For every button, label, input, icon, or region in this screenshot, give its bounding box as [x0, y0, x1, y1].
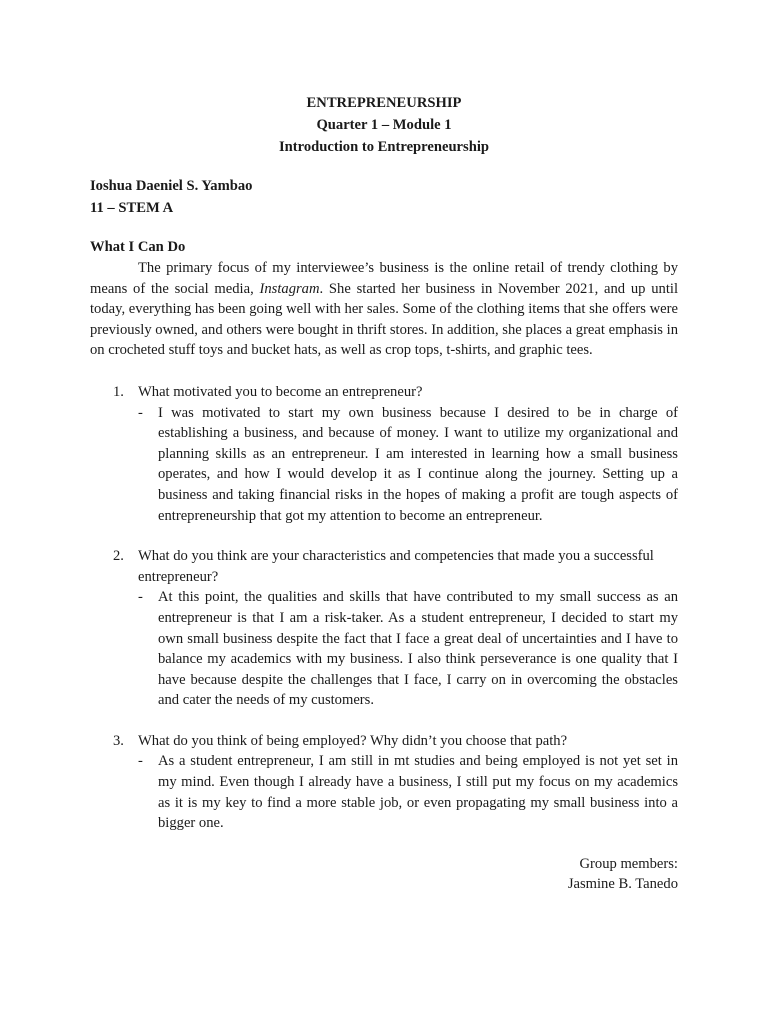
- answer-dash: -: [138, 753, 143, 770]
- document-page: [90, 92, 678, 895]
- answer-text: [138, 587, 678, 711]
- author-block: [90, 175, 678, 219]
- group-members-label: Group members:: [579, 855, 678, 872]
- question-item-3: [90, 731, 678, 834]
- answer-body: At this point, the qualities and skills that have contributed to my small success as an entrepreneur is that I am a risk-taker. As a student entrepreneur, I decided to start my own small business despite the fact that I face a great deal of uncertainties and I have to balance my academics with my business. I also think perseverance is one quality that I have because despite the challenges that I face, I carry on in overcoming the obstacles and cater the needs of my customers.: [158, 589, 678, 709]
- intro-part-1: The primary focus of my interviewee’s business is the online retail of trendy clothing by means of the social media,: [90, 260, 678, 297]
- question-text: What do you think of being employed? Why didn’t you choose that path?: [138, 732, 568, 749]
- intro-paragraph: [90, 258, 678, 361]
- answer-text: [138, 751, 678, 833]
- subject-title: ENTREPRENEURSHIP: [306, 95, 462, 111]
- module-title: Introduction to Entrepreneurship: [278, 139, 490, 155]
- answer-dash: -: [138, 589, 143, 606]
- answer-dash: -: [138, 404, 143, 421]
- question-number: 3.: [113, 732, 124, 749]
- question-number: 1.: [113, 383, 124, 400]
- question-number: 2.: [113, 548, 124, 565]
- group-member-name: Jasmine B. Tanedo: [567, 876, 678, 893]
- author-name: Ioshua Daeniel S. Yambao: [90, 178, 253, 194]
- group-members: [90, 854, 678, 895]
- question-text: What motivated you to become an entrepreneur?: [138, 383, 423, 400]
- answer-body: As a student entrepreneur, I am still in mt studies and being employed is not yet set in my mind. Even though I already have a business, I still put my focus on my academics as it is my key to find a more stable job, or even propagating my small business into a bigger one.: [158, 753, 678, 832]
- intro-platform: Instagram: [259, 280, 320, 297]
- author-section: 11 – STEM A: [90, 200, 174, 216]
- answer-body: I was motivated to start my own business because I desired to be in charge of establishing a business, and because of money. I want to utilize my organizational and planning skills as an entrepreneur. I am interested in learning how a small business operates, and how I would develop it as I continue along the journey. Setting up a business and taking financial risks in the hopes of making a profit are tough aspects of entrepreneurship that got my attention to become an entrepreneur.: [158, 404, 678, 524]
- document-header: [90, 92, 678, 158]
- interview-questions: [90, 382, 678, 834]
- quarter-module: Quarter 1 – Module 1: [316, 117, 452, 133]
- intro-part-2: . She started her business in November 2021, and up until today, everything has been going well with her sales. Some of the clothing items that she offers were previously owned, and others were bought in thrift stores. In addition, she places a great emphasis in on crocheted stuff toys and bucket hats, as well as crop tops, t-shirts, and graphic tees.: [90, 280, 678, 359]
- question-text: What do you think are your characteristics and competencies that made you a successful entrepreneur?: [138, 548, 654, 585]
- question-item-1: [90, 382, 678, 526]
- question-item-2: [90, 546, 678, 711]
- answer-text: [138, 403, 678, 527]
- section-heading: What I Can Do: [90, 239, 186, 255]
